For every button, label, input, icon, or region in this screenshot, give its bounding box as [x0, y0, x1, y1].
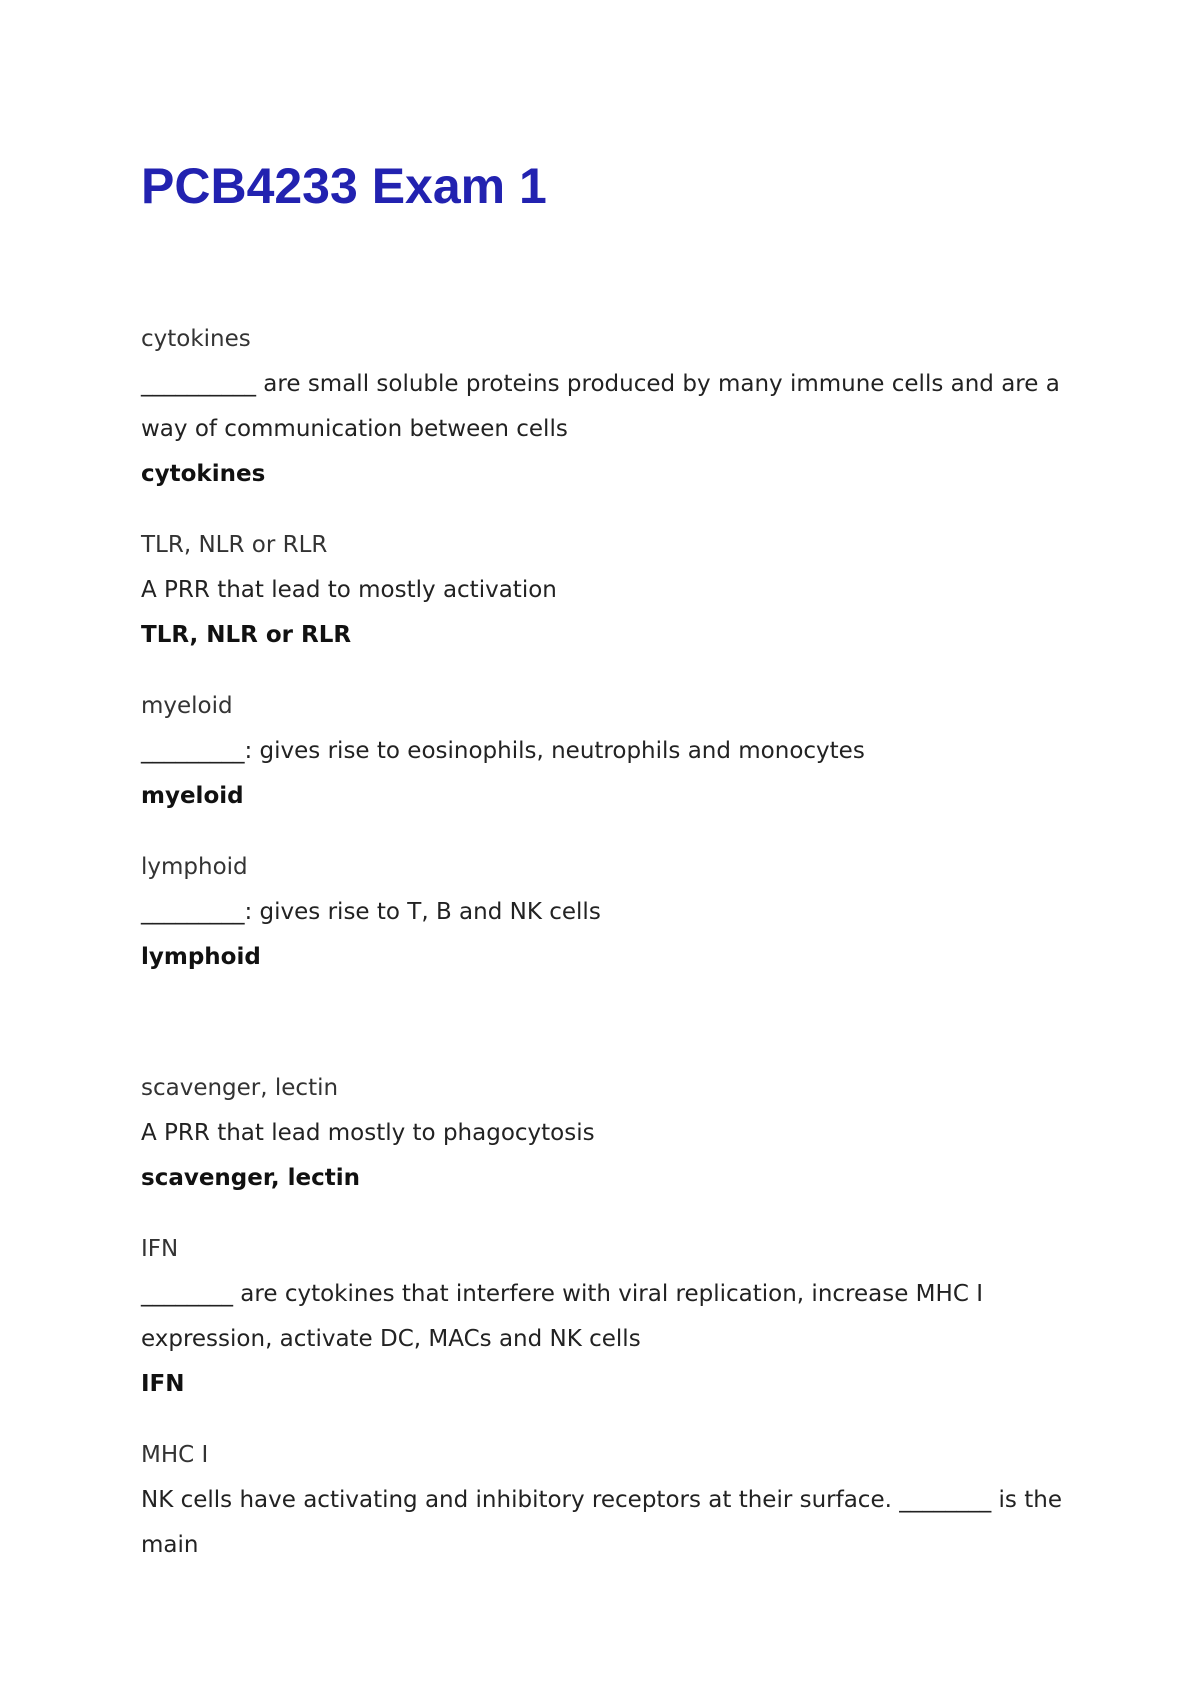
card-term: myeloid	[141, 693, 233, 719]
card-definition: _________: gives rise to T, B and NK cells	[141, 899, 601, 925]
flashcard	[141, 1433, 1101, 1568]
flashcard	[141, 317, 1101, 497]
card-answer: lymphoid	[141, 944, 261, 970]
card-answer: myeloid	[141, 783, 244, 809]
flashcard-list	[141, 317, 1101, 1594]
card-definition: ________ are cytokines that interfere with viral replication, increase MHC I expression, activate DC, MACs and NK cells	[141, 1281, 983, 1352]
flashcard	[141, 1227, 1101, 1407]
card-answer: IFN	[141, 1371, 185, 1397]
card-term: cytokines	[141, 326, 251, 352]
document-title: PCB4233 Exam 1	[141, 158, 547, 214]
card-answer: cytokines	[141, 461, 266, 487]
card-term: IFN	[141, 1236, 179, 1262]
flashcard	[141, 1066, 1101, 1201]
card-definition: A PRR that lead mostly to phagocytosis	[141, 1120, 595, 1146]
card-definition: A PRR that lead to mostly activation	[141, 577, 557, 603]
card-definition: __________ are small soluble proteins produced by many immune cells and are a way of communication between cells	[141, 371, 1060, 442]
flashcard	[141, 845, 1101, 980]
document-page	[141, 0, 1101, 1700]
card-definition: NK cells have activating and inhibitory receptors at their surface. ________ is the main	[141, 1487, 1062, 1558]
card-term: TLR, NLR or RLR	[141, 532, 328, 558]
card-term: lymphoid	[141, 854, 248, 880]
flashcard	[141, 684, 1101, 819]
card-answer: scavenger, lectin	[141, 1165, 360, 1191]
card-term: MHC I	[141, 1442, 209, 1468]
card-term: scavenger, lectin	[141, 1075, 339, 1101]
card-definition: _________: gives rise to eosinophils, neutrophils and monocytes	[141, 738, 865, 764]
flashcard	[141, 523, 1101, 658]
card-answer: TLR, NLR or RLR	[141, 622, 352, 648]
